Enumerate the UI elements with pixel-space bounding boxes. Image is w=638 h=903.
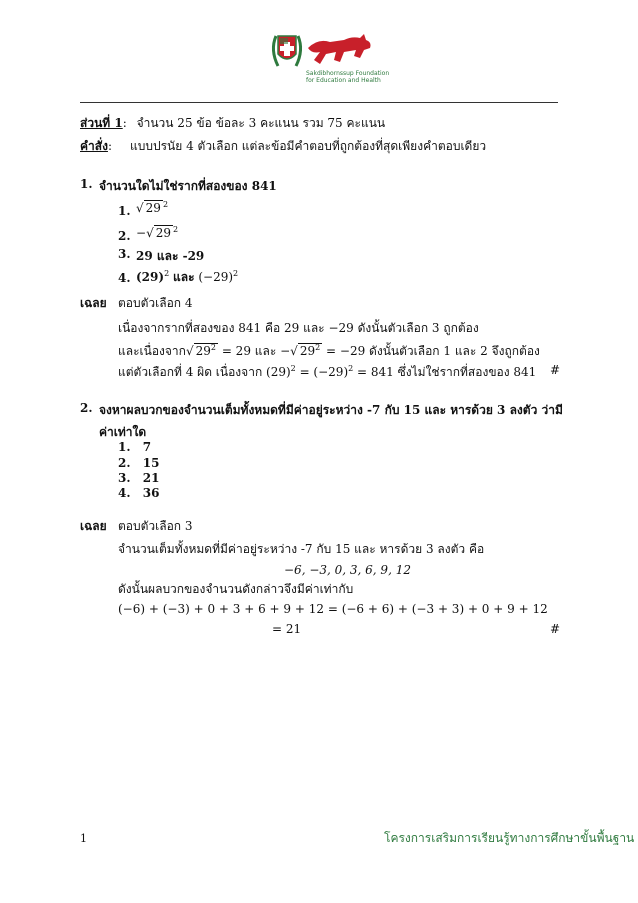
q1-sol2-post: = −29 ดังนั้นตัวเลือก 1 และ 2 จึงถูกต้อง [326,344,540,358]
instruction-line [80,137,112,156]
q2-option-4 [118,486,159,500]
q2-solution-list: −6, −3, 0, 3, 6, 9, 12 [284,563,411,577]
q1-sol2-exp2: 2 [315,343,321,352]
q2-end-mark: # [550,622,561,636]
q1-option-4-number: 4. [118,271,131,285]
q2-option-4-number: 4. [118,486,131,500]
q1-option-4-a-exp: 2 [164,269,170,278]
page-number: 1 [80,832,87,845]
q1-option-4-value [136,268,238,287]
caption-line-2: for Education and Health [306,77,381,84]
logo-graphic [268,30,378,74]
part-line [80,114,385,133]
q2-option-3-value: 21 [142,471,160,485]
q2-option-3 [118,471,159,485]
q1-option-2-radicand: 29 [155,226,171,240]
q1-option-1-value: √ 29 $^2$ [136,200,169,215]
q1-solution-line-2: และเนื่องจาก√ $29^2 = 29$ และ −√ $29^2 = -29$ ดังนั้นตัวเลือก 1 และ 2 จึงถูกต้อง [118,343,540,358]
instruction-sep: : [107,139,112,153]
q2-solution-equation-1: (−6) + (−3) + 0 + 3 + 6 + 9 + 12 = (−6 + 6) + (−3 + 3) + 0 + 9 + 12 [118,602,548,616]
q1-sol3-pre: แต่ตัวเลือกที่ 4 ผิด เนื่องจาก (29) [118,365,291,379]
instruction-text: แบบปรนัย 4 ตัวเลือก แต่ละข้อมีคำตอบที่ถูกต้องที่สุดเพียงคำตอบเดียว [130,139,487,153]
q1-option-3-number: 3. [118,247,131,261]
q1-option-2-number: 2. [118,229,131,243]
q1-option-4-b: (−29) [198,270,234,284]
q1-sol2-mid: = 29 และ − [221,344,291,358]
caption-line-1: Sakdibhornssup Foundation [306,70,390,77]
q1-option-4-a: (29) [136,270,165,284]
q1-option-2-minus: − [136,226,147,240]
q2-solution-equation-2: = 21 [272,622,302,636]
q2-solution-answer: ตอบตัวเลือก 3 [118,519,193,533]
q1-solution-label: เฉลย [80,296,107,310]
q1-end-mark: # [550,363,561,377]
q2-solution-line-1: จำนวนเต็มทั้งหมดที่มีค่าอยู่ระหว่าง -7 กับ 15 และ หารด้วย 3 ลงตัว คือ [118,542,485,556]
q2-option-3-number: 3. [118,471,131,485]
q2-option-1 [118,440,151,454]
q1-sol2-rad2: 29 [299,344,316,358]
q1-sol2-pre: และเนื่องจาก [118,344,186,358]
q1-solution-line-1: เนื่องจากรากที่สองของ 841 คือ 29 และ −29 ดังนั้นตัวเลือก 3 ถูกต้อง [118,321,479,335]
q2-solution-label: เฉลย [80,519,107,533]
part-label: ส่วนที่ 1 [80,116,123,130]
q2-option-4-value: 36 [142,486,160,500]
foundation-caption [306,70,389,84]
q1-sol3-exp2: 2 [348,364,354,373]
q2-option-2-number: 2. [118,456,131,470]
q1-option-1-exp: 2 [162,200,169,209]
instruction-label: คำสั่ง [80,139,108,153]
q1-option-3-value: 29 และ -29 [136,249,205,263]
q1-text: จำนวนใดไม่ใช่รากที่สองของ 841 [99,179,277,193]
q2-option-2 [118,456,159,470]
q1-option-1-radicand: 29 [145,201,161,215]
q1-option-2-exp: 2 [173,225,179,234]
q2-option-1-value: 7 [142,440,152,454]
q1-sol2-rad1: 29 [195,344,211,358]
q1-solution-line-3 [118,363,536,382]
footer-project-name: โครงการเสริมการเรียนรู้ทางการศึกษาขั้นพื้นฐาน [384,831,635,845]
q1-option-4-b-exp: 2 [233,269,239,278]
q1-option-1-number: 1. [118,204,131,218]
q1-sol3-post: = 841 ซึ่งไม่ใช่รากที่สองของ 841 [353,365,537,379]
q1-sol3-mid: = (−29) [295,365,349,379]
part-sep: : [122,116,127,130]
q1-sol2-exp1: 2 [210,343,216,352]
header-divider [80,102,558,103]
q2-text-line-2: ค่าเท่าใด [99,425,147,439]
q1-option-2-value: −√ 29 $^2$ [136,225,179,240]
q1-number: 1. [80,177,93,191]
part-text: จำนวน 25 ข้อ ข้อละ 3 คะแนน รวม 75 คะแนน [136,116,386,130]
q2-text-line-1: จงหาผลบวกของจำนวนเต็มทั้งหมดที่มีค่าอยู่ระหว่าง -7 กับ 15 และ หารด้วย 3 ลงตัว ว่ามี [99,403,563,417]
q1-sol3-exp1: 2 [290,364,296,373]
q1-option-4-and: และ [172,270,195,284]
q2-solution-line-2: ดังนั้นผลบวกของจำนวนดังกล่าวจึงมีค่าเท่ากับ [118,582,354,596]
q2-option-1-number: 1. [118,440,131,454]
q1-solution-answer: ตอบตัวเลือก 4 [118,296,193,310]
q2-number: 2. [80,401,93,415]
q2-option-2-value: 15 [142,456,160,470]
